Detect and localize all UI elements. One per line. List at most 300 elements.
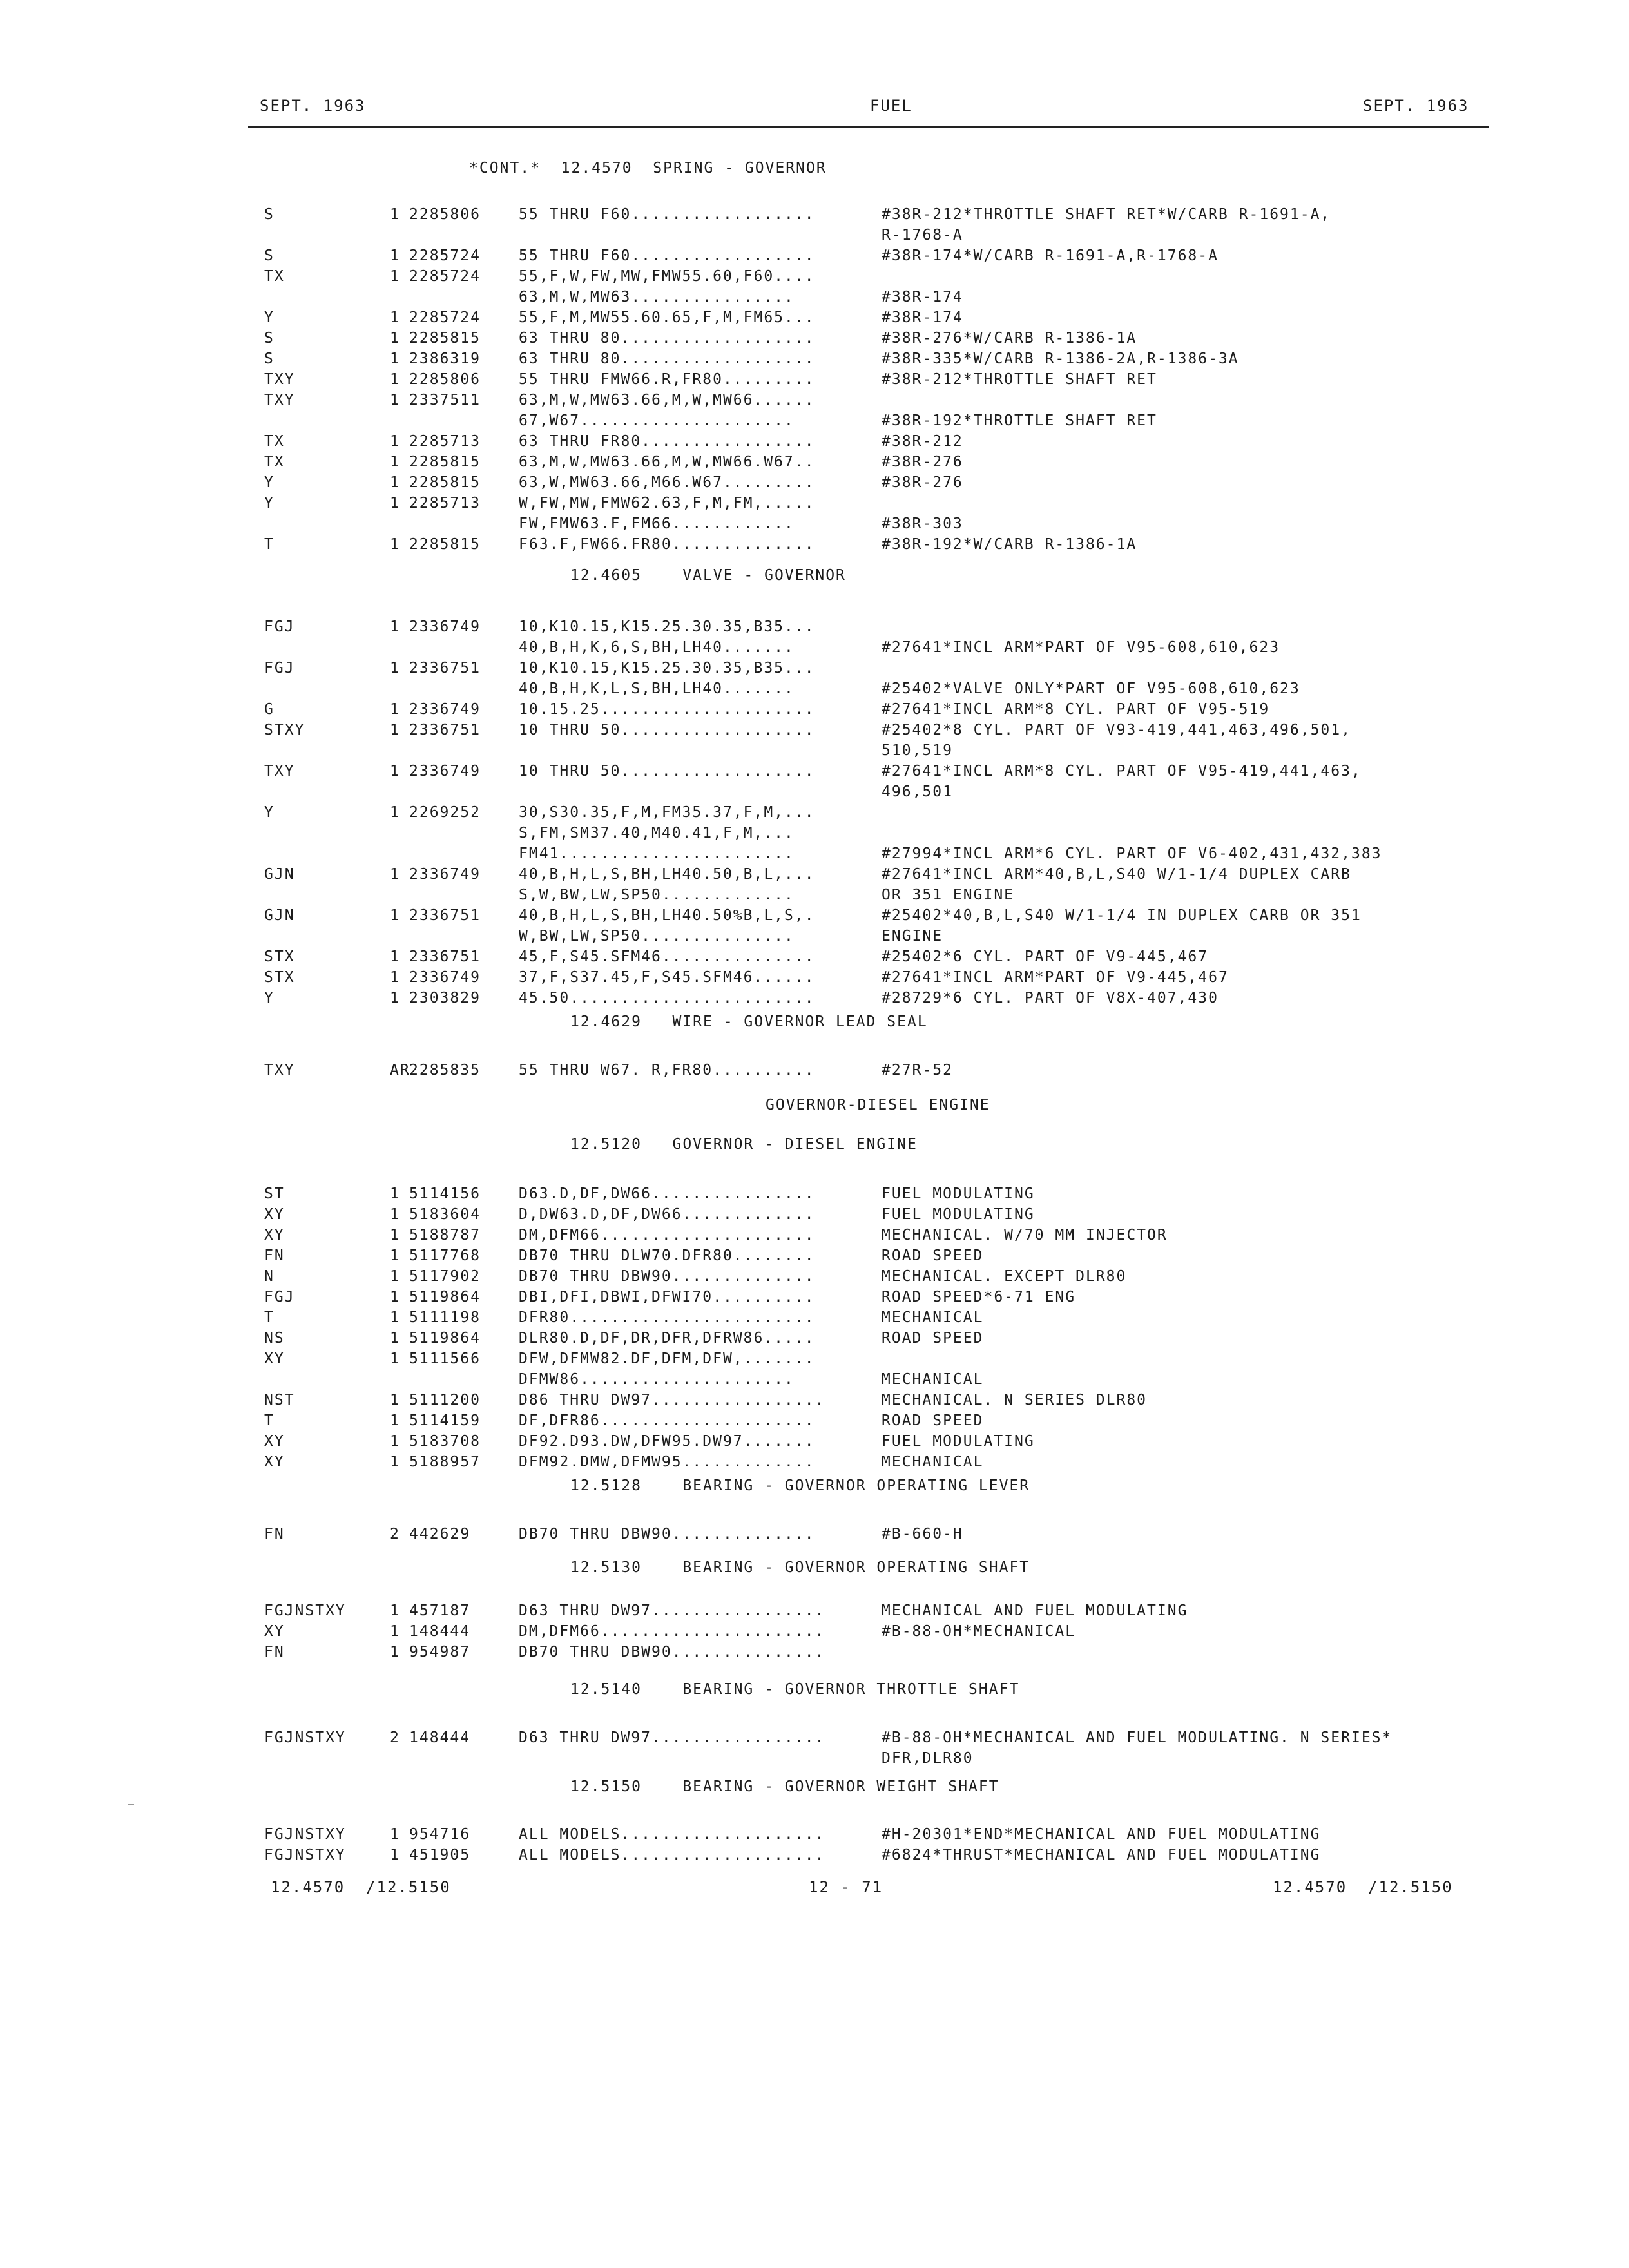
model-code: XY xyxy=(264,1623,285,1640)
section-heading: 12.5130 BEARING - GOVERNOR OPERATING SHAFT xyxy=(570,1559,1030,1576)
model-code: TXY xyxy=(264,392,295,408)
model-range: 40,B,H,L,S,BH,LH40.50%B,L,S,. xyxy=(519,907,815,924)
part-number: 451905 xyxy=(409,1847,471,1863)
model-code: Y xyxy=(264,309,275,326)
remark: MECHANICAL. EXCEPT DLR80 xyxy=(882,1268,1127,1285)
model-range: S,W,BW,LW,SP50............. xyxy=(519,887,795,903)
remark: #38R-174*W/CARB R-1691-A,R-1768-A xyxy=(882,247,1219,264)
part-number: 2336751 xyxy=(409,948,481,965)
table-row xyxy=(0,268,1629,289)
table-row xyxy=(0,1847,1629,1867)
remark: #38R-174 xyxy=(882,289,963,305)
model-range: D63.D,DF,DW66................ xyxy=(519,1186,815,1202)
table-row xyxy=(0,1330,1629,1350)
part-number: 5117902 xyxy=(409,1268,481,1285)
table-row xyxy=(0,227,1629,247)
model-range: W,FW,MW,FMW62.63,F,M,FM,..... xyxy=(519,495,815,512)
table-row xyxy=(0,1602,1629,1623)
model-range: 63,M,W,MW63................ xyxy=(519,289,795,305)
table-row xyxy=(0,1433,1629,1454)
part-number: 2303829 xyxy=(409,990,481,1006)
quantity: 1 xyxy=(390,804,400,821)
table-row xyxy=(0,907,1629,928)
model-range: 30,S30.35,F,M,FM35.37,F,M,... xyxy=(519,804,815,821)
model-code: STXY xyxy=(264,722,305,738)
part-number: 5111566 xyxy=(409,1350,481,1367)
model-range: 40,B,H,L,S,BH,LH40.50,B,L,... xyxy=(519,866,815,883)
model-range: 63 THRU 80................... xyxy=(519,351,815,367)
model-code: TX xyxy=(264,268,285,285)
remark: ROAD SPEED xyxy=(882,1330,984,1347)
model-code: XY xyxy=(264,1454,285,1470)
part-number: 2285806 xyxy=(409,206,481,223)
model-code: NST xyxy=(264,1392,295,1408)
model-range: DM,DFM66...................... xyxy=(519,1623,825,1640)
remark: #38R-276 xyxy=(882,474,963,491)
model-code: S xyxy=(264,330,275,347)
header-date-right: SEPT. 1963 xyxy=(1363,97,1469,115)
model-range: 10 THRU 50................... xyxy=(519,763,815,780)
part-number: 5117768 xyxy=(409,1247,481,1264)
model-code: FN xyxy=(264,1247,285,1264)
part-number: 2285815 xyxy=(409,330,481,347)
quantity: 1 xyxy=(390,1206,400,1223)
quantity: 1 xyxy=(390,454,400,470)
quantity: 1 xyxy=(390,866,400,883)
header-rule xyxy=(248,126,1489,128)
remark: #38R-174 xyxy=(882,309,963,326)
remark: ENGINE xyxy=(882,928,943,945)
quantity: 1 xyxy=(390,1644,400,1660)
table-row xyxy=(0,660,1629,680)
section-heading: 12.5150 BEARING - GOVERNOR WEIGHT SHAFT xyxy=(570,1778,999,1795)
model-range: 63 THRU FR80................. xyxy=(519,433,815,450)
model-range: DBI,DFI,DBWI,DFWI70.......... xyxy=(519,1289,815,1305)
table-row xyxy=(0,783,1629,804)
quantity: 1 xyxy=(390,722,400,738)
table-row xyxy=(0,371,1629,392)
remark: FUEL MODULATING xyxy=(882,1186,1035,1202)
quantity: 1 xyxy=(390,474,400,491)
model-code: Y xyxy=(264,495,275,512)
table-row xyxy=(0,990,1629,1010)
model-range: DF,DFR86..................... xyxy=(519,1412,815,1429)
model-code: TXY xyxy=(264,371,295,388)
part-number: 148444 xyxy=(409,1623,471,1640)
remark: FUEL MODULATING xyxy=(882,1206,1035,1223)
part-number: 954987 xyxy=(409,1644,471,1660)
model-code: XY xyxy=(264,1206,285,1223)
model-code: XY xyxy=(264,1227,285,1244)
model-code: Y xyxy=(264,804,275,821)
model-range: 40,B,H,K,6,S,BH,LH40....... xyxy=(519,639,795,656)
part-number: 5183604 xyxy=(409,1206,481,1223)
model-range: S,FM,SM37.40,M40.41,F,M,... xyxy=(519,825,795,841)
model-code: S xyxy=(264,351,275,367)
model-range: FW,FMW63.F,FM66............ xyxy=(519,515,795,532)
model-range: 55 THRU W67. R,FR80.......... xyxy=(519,1062,815,1079)
model-code: T xyxy=(264,1309,275,1326)
model-range: 55 THRU F60.................. xyxy=(519,247,815,264)
part-number: 2336751 xyxy=(409,907,481,924)
quantity: 1 xyxy=(390,1289,400,1305)
model-range: 10,K10.15,K15.25.30.35,B35... xyxy=(519,619,815,635)
model-range: FM41....................... xyxy=(519,845,795,862)
table-row xyxy=(0,928,1629,948)
model-range: 45,F,S45.SFM46............... xyxy=(519,948,815,965)
quantity: 1 xyxy=(390,660,400,677)
table-row xyxy=(0,1371,1629,1392)
remark: #25402*40,B,L,S40 W/1-1/4 IN DUPLEX CARB OR 351 xyxy=(882,907,1362,924)
model-code: NS xyxy=(264,1330,285,1347)
table-row xyxy=(0,454,1629,474)
model-code: Y xyxy=(264,474,275,491)
model-code: TXY xyxy=(264,763,295,780)
model-range: 55,F,W,FW,MW,FMW55.60,F60.... xyxy=(519,268,815,285)
part-number: 5183708 xyxy=(409,1433,481,1450)
table-row xyxy=(0,412,1629,433)
quantity: 1 xyxy=(390,371,400,388)
model-code: T xyxy=(264,536,275,553)
model-code: XY xyxy=(264,1433,285,1450)
part-number: 2285815 xyxy=(409,536,481,553)
remark: #27R-52 xyxy=(882,1062,953,1079)
part-number: 5111200 xyxy=(409,1392,481,1408)
model-range: DF92.D93.DW,DFW95.DW97....... xyxy=(519,1433,815,1450)
model-range: 10.15.25..................... xyxy=(519,701,815,718)
table-row xyxy=(0,1227,1629,1247)
model-code: Y xyxy=(264,990,275,1006)
table-row xyxy=(0,1826,1629,1847)
model-code: TX xyxy=(264,433,285,450)
model-code: FGJNSTXY xyxy=(264,1729,346,1746)
part-number: 2285724 xyxy=(409,268,481,285)
model-range: ALL MODELS.................... xyxy=(519,1847,825,1863)
part-number: 2386319 xyxy=(409,351,481,367)
quantity: 1 xyxy=(390,1623,400,1640)
table-row xyxy=(0,1729,1629,1750)
model-range: D,DW63.D,DF,DW66............. xyxy=(519,1206,815,1223)
quantity: 1 xyxy=(390,247,400,264)
table-row xyxy=(0,1392,1629,1412)
section-heading: 12.4629 WIRE - GOVERNOR LEAD SEAL xyxy=(570,1014,928,1030)
model-range: DB70 THRU DBW90............... xyxy=(519,1644,825,1660)
part-number: 2336751 xyxy=(409,722,481,738)
table-row xyxy=(0,433,1629,454)
part-number: 5188787 xyxy=(409,1227,481,1244)
table-row xyxy=(0,845,1629,866)
quantity: 1 xyxy=(390,948,400,965)
remark: #B-660-H xyxy=(882,1526,963,1542)
quantity: 1 xyxy=(390,1247,400,1264)
quantity: 1 xyxy=(390,990,400,1006)
table-row xyxy=(0,1454,1629,1474)
model-code: FN xyxy=(264,1644,285,1660)
table-row xyxy=(0,866,1629,887)
model-range: DFW,DFMW82.DF,DFM,DFW,....... xyxy=(519,1350,815,1367)
remark: #28729*6 CYL. PART OF V8X-407,430 xyxy=(882,990,1219,1006)
section-heading: 12.5128 BEARING - GOVERNOR OPERATING LEVER xyxy=(570,1477,1030,1494)
remark: MECHANICAL. W/70 MM INJECTOR xyxy=(882,1227,1168,1244)
remark: OR 351 ENGINE xyxy=(882,887,1015,903)
remark: MECHANICAL xyxy=(882,1371,984,1388)
remark: #25402*8 CYL. PART OF V93-419,441,463,496,501, xyxy=(882,722,1351,738)
remark: MECHANICAL xyxy=(882,1454,984,1470)
model-code: GJN xyxy=(264,907,295,924)
part-number: 2337511 xyxy=(409,392,481,408)
remark: #38R-212*THROTTLE SHAFT RET*W/CARB R-1691-A, xyxy=(882,206,1331,223)
model-range: W,BW,LW,SP50............... xyxy=(519,928,795,945)
part-number: 5114159 xyxy=(409,1412,481,1429)
model-code: FGJ xyxy=(264,1289,295,1305)
section-heading: 12.5140 BEARING - GOVERNOR THROTTLE SHAFT xyxy=(570,1681,1020,1698)
model-range: 55 THRU F60.................. xyxy=(519,206,815,223)
model-range: 55 THRU FMW66.R,FR80......... xyxy=(519,371,815,388)
table-row xyxy=(0,1623,1629,1644)
table-row xyxy=(0,351,1629,371)
model-code: GJN xyxy=(264,866,295,883)
remark: #27641*INCL ARM*40,B,L,S40 W/1-1/4 DUPLEX CARB xyxy=(882,866,1351,883)
table-row xyxy=(0,1268,1629,1289)
model-range: 63 THRU 80................... xyxy=(519,330,815,347)
quantity: 1 xyxy=(390,1309,400,1326)
quantity: 1 xyxy=(390,268,400,285)
table-row xyxy=(0,1186,1629,1206)
quantity: 1 xyxy=(390,1392,400,1408)
subsection-heading: GOVERNOR-DIESEL ENGINE xyxy=(766,1097,990,1113)
table-row xyxy=(0,969,1629,990)
model-range: 55,F,M,MW55.60.65,F,M,FM65... xyxy=(519,309,815,326)
remark: #38R-212 xyxy=(882,433,963,450)
part-number: 457187 xyxy=(409,1602,471,1619)
model-range: D86 THRU DW97................. xyxy=(519,1392,825,1408)
remark: #H-20301*END*MECHANICAL AND FUEL MODULATING xyxy=(882,1826,1321,1843)
table-row xyxy=(0,515,1629,536)
remark: ROAD SPEED*6-71 ENG xyxy=(882,1289,1076,1305)
model-range: 63,M,W,MW63.66,M,W,MW66...... xyxy=(519,392,815,408)
table-row xyxy=(0,1412,1629,1433)
table-row xyxy=(0,825,1629,845)
model-code: S xyxy=(264,206,275,223)
quantity: 1 xyxy=(390,619,400,635)
part-number: 2269252 xyxy=(409,804,481,821)
remark: #27641*INCL ARM*PART OF V95-608,610,623 xyxy=(882,639,1280,656)
model-range: DM,DFM66..................... xyxy=(519,1227,815,1244)
model-range: 63,W,MW63.66,M66.W67......... xyxy=(519,474,815,491)
model-range: DFR80........................ xyxy=(519,1309,815,1326)
header-title: FUEL xyxy=(870,97,912,115)
footer-range-right: 12.4570 /12.5150 xyxy=(1273,1878,1453,1896)
table-row xyxy=(0,948,1629,969)
remark: #27641*INCL ARM*PART OF V9-445,467 xyxy=(882,969,1229,986)
remark: FUEL MODULATING xyxy=(882,1433,1035,1450)
table-row xyxy=(0,1247,1629,1268)
table-row xyxy=(0,680,1629,701)
table-row xyxy=(0,289,1629,309)
quantity: 1 xyxy=(390,1186,400,1202)
table-row xyxy=(0,1062,1629,1082)
model-range: ALL MODELS.................... xyxy=(519,1826,825,1843)
model-code: S xyxy=(264,247,275,264)
table-row xyxy=(0,742,1629,763)
table-row xyxy=(0,330,1629,351)
model-code: STX xyxy=(264,948,295,965)
model-code: FGJNSTXY xyxy=(264,1847,346,1863)
quantity: 1 xyxy=(390,392,400,408)
part-number: 954716 xyxy=(409,1826,471,1843)
model-range: 37,F,S37.45,F,S45.SFM46...... xyxy=(519,969,815,986)
remark: #27641*INCL ARM*8 CYL. PART OF V95-419,441,463, xyxy=(882,763,1362,780)
model-range: 10 THRU 50................... xyxy=(519,722,815,738)
quantity: 1 xyxy=(390,969,400,986)
quantity: 1 xyxy=(390,1433,400,1450)
quantity: 1 xyxy=(390,1826,400,1843)
remark: #B-88-OH*MECHANICAL xyxy=(882,1623,1076,1640)
model-code: TXY xyxy=(264,1062,295,1079)
remark: ROAD SPEED xyxy=(882,1412,984,1429)
part-number: 2285713 xyxy=(409,433,481,450)
remark: #38R-303 xyxy=(882,515,963,532)
table-row xyxy=(0,887,1629,907)
remark: ROAD SPEED xyxy=(882,1247,984,1264)
quantity: 1 xyxy=(390,1330,400,1347)
part-number: 5119864 xyxy=(409,1289,481,1305)
model-range: 10,K10.15,K15.25.30.35,B35... xyxy=(519,660,815,677)
quantity: 1 xyxy=(390,309,400,326)
model-range: 40,B,H,K,L,S,BH,LH40....... xyxy=(519,680,795,697)
section-heading: 12.4605 VALVE - GOVERNOR xyxy=(570,567,846,584)
quantity: 2 xyxy=(390,1729,400,1746)
part-number: 2285806 xyxy=(409,371,481,388)
remark: 496,501 xyxy=(882,783,953,800)
model-range: 45.50........................ xyxy=(519,990,815,1006)
quantity: 1 xyxy=(390,495,400,512)
part-number: 5114156 xyxy=(409,1186,481,1202)
remark: DFR,DLR80 xyxy=(882,1750,974,1767)
part-number: 5188957 xyxy=(409,1454,481,1470)
quantity: 1 xyxy=(390,1454,400,1470)
part-number: 2285815 xyxy=(409,454,481,470)
section-heading: 12.5120 GOVERNOR - DIESEL ENGINE xyxy=(570,1136,918,1153)
model-code: FGJNSTXY xyxy=(264,1826,346,1843)
remark: #38R-192*W/CARB R-1386-1A xyxy=(882,536,1137,553)
part-number: 2336749 xyxy=(409,701,481,718)
remark: #38R-212*THROTTLE SHAFT RET xyxy=(882,371,1157,388)
table-row xyxy=(0,722,1629,742)
remark: #38R-335*W/CARB R-1386-2A,R-1386-3A xyxy=(882,351,1239,367)
part-number: 2336749 xyxy=(409,619,481,635)
model-code: N xyxy=(264,1268,275,1285)
part-number: 5111198 xyxy=(409,1309,481,1326)
remark: #27994*INCL ARM*6 CYL. PART OF V6-402,431,432,383 xyxy=(882,845,1382,862)
header-date-left: SEPT. 1963 xyxy=(260,97,366,115)
model-range: 67,W67..................... xyxy=(519,412,795,429)
part-number: 2285713 xyxy=(409,495,481,512)
table-row xyxy=(0,1309,1629,1330)
model-code: FGJ xyxy=(264,619,295,635)
quantity: AR xyxy=(390,1062,410,1079)
table-row xyxy=(0,1750,1629,1771)
model-code: T xyxy=(264,1412,275,1429)
remark: #B-88-OH*MECHANICAL AND FUEL MODULATING. N SERIES* xyxy=(882,1729,1393,1746)
model-range: DFM92.DMW,DFMW95............. xyxy=(519,1454,815,1470)
table-row xyxy=(0,1350,1629,1371)
quantity: 2 xyxy=(390,1526,400,1542)
remark: MECHANICAL. N SERIES DLR80 xyxy=(882,1392,1148,1408)
table-row xyxy=(0,495,1629,515)
model-code: ST xyxy=(264,1186,285,1202)
part-number: 2285724 xyxy=(409,309,481,326)
model-range: D63 THRU DW97................. xyxy=(519,1602,825,1619)
table-row xyxy=(0,309,1629,330)
remark: #25402*6 CYL. PART OF V9-445,467 xyxy=(882,948,1209,965)
quantity: 1 xyxy=(390,763,400,780)
remark: MECHANICAL xyxy=(882,1309,984,1326)
model-code: STX xyxy=(264,969,295,986)
quantity: 1 xyxy=(390,1350,400,1367)
table-row xyxy=(0,1289,1629,1309)
part-number: 442629 xyxy=(409,1526,471,1542)
table-row xyxy=(0,1206,1629,1227)
quantity: 1 xyxy=(390,330,400,347)
table-row xyxy=(0,536,1629,557)
part-number: 148444 xyxy=(409,1729,471,1746)
model-range: D63 THRU DW97................. xyxy=(519,1729,825,1746)
part-number: 2336749 xyxy=(409,866,481,883)
quantity: 1 xyxy=(390,1847,400,1863)
table-row xyxy=(0,1644,1629,1664)
quantity: 1 xyxy=(390,1602,400,1619)
model-code: FGJ xyxy=(264,660,295,677)
quantity: 1 xyxy=(390,206,400,223)
remark: R-1768-A xyxy=(882,227,963,244)
model-range: 63,M,W,MW63.66,M,W,MW66.W67.. xyxy=(519,454,815,470)
remark: MECHANICAL AND FUEL MODULATING xyxy=(882,1602,1188,1619)
table-row xyxy=(0,247,1629,268)
table-row xyxy=(0,206,1629,227)
model-code: XY xyxy=(264,1350,285,1367)
footer-range-left: 12.4570 /12.5150 xyxy=(271,1878,451,1896)
part-number: 2336749 xyxy=(409,763,481,780)
table-row xyxy=(0,639,1629,660)
table-row xyxy=(0,392,1629,412)
remark: #38R-192*THROTTLE SHAFT RET xyxy=(882,412,1157,429)
quantity: 1 xyxy=(390,907,400,924)
remark: #25402*VALVE ONLY*PART OF V95-608,610,623 xyxy=(882,680,1300,697)
quantity: 1 xyxy=(390,1412,400,1429)
model-range: DB70 THRU DBW90.............. xyxy=(519,1526,815,1542)
quantity: 1 xyxy=(390,351,400,367)
model-code: FN xyxy=(264,1526,285,1542)
table-row xyxy=(0,804,1629,825)
part-number: 2285815 xyxy=(409,474,481,491)
model-range: F63.F,FW66.FR80.............. xyxy=(519,536,815,553)
margin-mark xyxy=(128,1804,134,1805)
part-number: 2285724 xyxy=(409,247,481,264)
remark: #6824*THRUST*MECHANICAL AND FUEL MODULATING xyxy=(882,1847,1321,1863)
model-code: FGJNSTXY xyxy=(264,1602,346,1619)
quantity: 1 xyxy=(390,701,400,718)
quantity: 1 xyxy=(390,1268,400,1285)
table-row xyxy=(0,701,1629,722)
part-number: 2336751 xyxy=(409,660,481,677)
quantity: 1 xyxy=(390,536,400,553)
model-code: G xyxy=(264,701,275,718)
table-row xyxy=(0,1526,1629,1546)
part-number: 5119864 xyxy=(409,1330,481,1347)
part-number: 2285835 xyxy=(409,1062,481,1079)
part-number: 2336749 xyxy=(409,969,481,986)
